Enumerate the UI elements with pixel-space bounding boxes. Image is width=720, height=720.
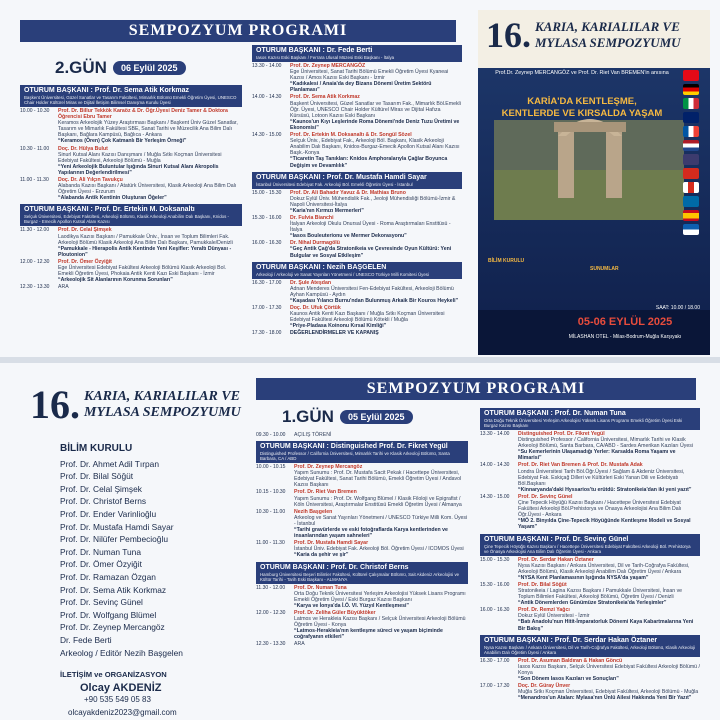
poster-board-label: BİLİM KURULU bbox=[488, 258, 525, 264]
poster-venue: MİLASHAN OTEL - Milas-Bodrum-Muğla Karşıyakı bbox=[568, 334, 682, 340]
item-time: 10.00 - 10.30 bbox=[20, 108, 50, 114]
item-time: 12.00 - 12.30 bbox=[256, 609, 286, 616]
item-affiliation: Ege Üniversitesi, Sanat Tarihi Bölümü Emekli Öğretim Üyesi Kyaneai Kazısı / Amos Kazısı Eski Başkanı - İzmir bbox=[290, 69, 449, 82]
program-item bbox=[252, 330, 462, 336]
item-speaker: Prof. Dr. Billur Tekkök Karaöz & Dr. Öğr.Üyesi Deniz Tamer & Doktora Öğrencisi Ebru Tamer bbox=[58, 108, 228, 121]
item-affiliation: İstanbul Üniv. Edebiyat Fak. Arkeoloji Böl. Öğretim Üyesi / ICOMOS Üyesi bbox=[294, 546, 464, 553]
committee-member: Prof. Dr. Nilüfer Pembecioğlu bbox=[60, 534, 168, 545]
program-item bbox=[256, 540, 468, 558]
item-title: “Son Dönem Iasos Kazıları ve Sonuçları” bbox=[518, 675, 619, 682]
program-item bbox=[256, 509, 468, 539]
poster-title-line1: KARIA, KARIALILAR VE bbox=[535, 19, 680, 34]
item-speaker: Prof. Dr. Ömer Özyiğit bbox=[58, 258, 112, 265]
committee-member: Prof. Dr. Bilal Söğüt bbox=[60, 471, 134, 482]
item-title: “Ticaretin Taş Tanıkları: Knidos Amphoralarıyla Çağlar Boyunca Değişim ve Devamlılık” bbox=[290, 156, 448, 169]
poster-speakers-label: SUNUMLAR bbox=[590, 266, 619, 272]
program-item bbox=[20, 108, 242, 145]
item-speaker: Dr. Fulvia Bianchi bbox=[290, 214, 334, 221]
item-title: “Arkeolojik Sit Alanlarının Korunma Sorunları” bbox=[58, 277, 173, 284]
item-speaker: Dr. Şule Ateşdan bbox=[290, 279, 332, 286]
item-title: “Karia da şehir ve şir” bbox=[294, 552, 349, 559]
poster-dates: 05-06 EYLÜL 2025 bbox=[577, 316, 673, 328]
item-speaker: Prof. Dr. Celal Şimşek bbox=[58, 227, 112, 234]
contact-email: olcayakdeniz2023@gmail.com bbox=[68, 707, 177, 717]
program-item bbox=[20, 259, 242, 283]
flag-icon bbox=[683, 210, 699, 221]
item-body bbox=[294, 464, 468, 488]
item-affiliation: Laodikya Kazısı Başkanı / Pamukkale Üniv., İnsan ve Toplum Bilimleri Fak. Arkeoloji Bölümü Klasik Arkeoloji Ana Bilim Dalı Başkanı, Pamukkale/Denizli bbox=[58, 233, 233, 246]
item-affiliation: Dokuz Eylül Üniversitesi - İzmir bbox=[518, 613, 590, 620]
session-chair: OTURUM BAŞKANI : Prof. Dr. Serdar Hakan Öztaner bbox=[484, 636, 658, 644]
program-item bbox=[252, 280, 462, 304]
item-time: 17.00 - 17.30 bbox=[480, 683, 510, 689]
session-header bbox=[480, 635, 700, 657]
committee bbox=[60, 443, 230, 719]
item-speaker: Dr. Nihal Durmagölü bbox=[290, 240, 340, 247]
poster-time: SAAT: 10.00 / 18.00 bbox=[655, 305, 700, 311]
poster-theme-line1: KARİA'DA KENTLEŞME, bbox=[527, 96, 637, 107]
bottom-panel bbox=[0, 363, 720, 720]
item-time: 10.30 - 11.00 bbox=[256, 508, 286, 515]
committee-member: Prof. Dr. Ender Varinlioğlu bbox=[60, 508, 157, 519]
item-time: 11.00 - 11.30 bbox=[20, 177, 49, 184]
item-time: 15.00 - 15.30 bbox=[480, 556, 510, 563]
item-title: “Antik Dönemlerden Günümüze Stratonikeia'da Yerleşimler” bbox=[518, 600, 667, 607]
item-time: 11.30 - 12.00 bbox=[256, 584, 286, 591]
item-affiliation: Nysa Kazısı Başkanı / Ankara Üniversitesi, Dil ve Tarih-Coğrafya Fakültesi, Arkeoloji Bölümü, Klasik Arkeoloji Anabilim Dalı Öğretim Üyesi / Ankara bbox=[518, 562, 690, 575]
program-item bbox=[256, 464, 468, 488]
item-title: “Alabanda Antik Kentinin Oluşturan Öğeler” bbox=[58, 195, 167, 202]
flag-icon bbox=[683, 168, 699, 179]
committee-members bbox=[60, 458, 230, 660]
item-affiliation: AÇILIŞ TÖRENİ bbox=[294, 432, 332, 438]
item-title: “Latmos-Herakleia'nın kentleşme süreci ve yaşam biçiminde coğrafyanın etkileri” bbox=[294, 628, 443, 641]
day-label: 1.GÜN bbox=[282, 407, 334, 426]
item-title: “Yeni Arkeolojik Buluntular Işığında Sinuri Kutsal Alanı Akropolis Yapılarının Değerlendirilmesi” bbox=[58, 163, 219, 176]
item-affiliation: Keramos Arkeolojik Yüzey Araştırması Başkanı / Başkent Üniv Güzel Sanatlar, Tasarım ve Mimarlık Fakültesi SBE, Sanat Tarihi ve Müzecilik Ana Bilim Dalı Başkanı, Bağlara Kampüsü, Bağlıca - Ankara bbox=[58, 120, 238, 139]
item-body bbox=[290, 190, 462, 214]
session-chair: OTURUM BAŞKANI : Nezih BAŞGELEN bbox=[256, 263, 387, 271]
program-banner: SEMPOZYUM PROGRAMI bbox=[20, 20, 456, 42]
session-header bbox=[480, 534, 700, 556]
session-chair-affiliation: Nysa Kazısı Başkanı / Ankara Üniversitesi, Dil ve Tarih-Coğrafya Fakültesi, Arkeoloji Bölümü, Klasik Arkeoloji Anabilim Dalı Öğretim Üyesi / Ankara bbox=[484, 644, 695, 655]
item-speaker: Doç. Dr. Ufuk Çörtük bbox=[290, 305, 341, 311]
poster-honor: Prof.Dr. Zeynep MERCANGÖZ ve Prof. Dr. Riet Van BREMEN'in anısına bbox=[495, 70, 669, 76]
program-item bbox=[256, 641, 468, 647]
logo-number: 16. bbox=[30, 382, 80, 427]
session-header bbox=[20, 204, 242, 226]
committee-member: Prof. Dr. Ömer Özyiğit bbox=[60, 559, 142, 570]
program-item bbox=[20, 284, 242, 290]
item-time: 10.15 - 10.30 bbox=[256, 489, 286, 496]
item-affiliation: Latmos ve Herakleia Kazısı Başkanı / Selçuk Üniversitesi Arkeoloji Bölümü Öğretim Üyesi - Konya bbox=[294, 615, 466, 629]
item-speaker: Doç. Dr. Hülya Bulut bbox=[58, 145, 108, 152]
item-speaker: Prof. Dr. Riet Van Bremen bbox=[294, 489, 357, 496]
item-time: 16.30 - 17.00 bbox=[480, 657, 510, 664]
flag-icon bbox=[683, 154, 699, 165]
item-body bbox=[290, 240, 462, 258]
item-affiliation: İtalyan Arkeoloji Okulu Onursal Üyesi - Roma Araştırmaları Enstitüsü - İtalya bbox=[290, 221, 451, 234]
item-time: 11.30 - 12.00 bbox=[20, 227, 50, 234]
contact-name: Olcay AKDENİZ bbox=[80, 681, 162, 694]
flag-icon bbox=[683, 112, 699, 123]
item-title: “Karia'nın Kırmızı Mermerleri” bbox=[290, 207, 364, 214]
item-title: “Batı Anadolu'nun Hitit-İmparatorluk Dönemi Kaya Kabartmalarına Yeni Bir Bakış” bbox=[518, 619, 694, 632]
item-body bbox=[294, 610, 468, 640]
item-affiliation: Muğla Sıtkı Koçman Üniversitesi, Edebiyat Fakültesi, Arkeoloji Bölümü - Muğla bbox=[518, 689, 699, 696]
item-time: 10.00 - 10.15 bbox=[256, 464, 286, 471]
item-title: DEĞERLENDİRMELER VE KAPANIŞ bbox=[290, 330, 379, 337]
item-affiliation: Selçuk Üniv., Edebiyat Fak., Arkeoloji Böl. Başkanı, Klasik Arkeoloji Anabilim Dalı Başkanı, Knidos-Burgaz-Emecik Apollon Kutsal Alanı Kazısı Başk.-Konya bbox=[290, 138, 460, 157]
item-time: 15.00 - 15.30 bbox=[252, 189, 282, 196]
committee-member: Prof. Dr. Zeynep Mercangöz bbox=[60, 622, 165, 633]
day2-morning-column bbox=[20, 82, 242, 291]
item-body bbox=[294, 432, 468, 438]
item-title: “Kinnaryanda'daki Hyssarios'tu erütdü: Stratonikeia'dan iki yeni yazıt” bbox=[518, 486, 692, 493]
item-title: “Su Kemerlerinin Ulaşamadığı Yerler: Karsalda Roma Yaşamı ve Mimarisi” bbox=[518, 449, 676, 462]
item-body bbox=[290, 330, 462, 336]
item-title: “Kaunos'un Kıyı Leşlerinde Roma Dönemi'nde Deniz Tuzu Üretimi ve Ekonomisi” bbox=[290, 118, 460, 131]
program-item bbox=[252, 240, 462, 258]
day2-afternoon-column bbox=[252, 42, 462, 337]
session-header bbox=[252, 45, 462, 62]
session-chair-affiliation: Hamburg Üniversitesi Beşeri Bilimler Fakültesi, Kültürel Çalışmalar Bölümü, Sait Akdeniz Arkeolojisi ve Kültür Tarihi - Tarih Eski Başkanı - ALMANYA bbox=[260, 571, 460, 582]
item-affiliation: Yapım Sunumu : Prof. Dr. Wolfgang Blümel / Klasik Filoloji ve Epigrafist / Köln Üniversitesi, Araştırmalar Enstitüsü Emekli Öğretim Üyesi / Almanya bbox=[294, 495, 462, 508]
program-item bbox=[252, 190, 462, 214]
program-item bbox=[480, 658, 700, 682]
item-affiliation: Stratonikeia / Lagina Kazısı Başkanı / Pamukkale Üniversitesi, İnsan ve Toplum Bilimleri Fakültesi, Arkeoloji Bölümü, Öğretim Üyesi / Denizli bbox=[518, 587, 683, 601]
item-time: 14.30 - 15.00 bbox=[252, 132, 282, 139]
committee-member: Prof. Dr. Sema Atik Korkmaz bbox=[60, 584, 167, 595]
day1-afternoon-column bbox=[480, 405, 700, 702]
item-body bbox=[58, 284, 242, 290]
item-title: “NYSA Kent Planlamasının Işığında NYSA'da yaşam” bbox=[518, 574, 649, 581]
item-speaker: Prof. Dr. Zeliha Güler Büyüktöker bbox=[294, 609, 376, 616]
committee-member: Prof. Dr. Ahmet Adil Tırpan bbox=[60, 458, 159, 469]
item-affiliation: Distinguished Professor / California Üniversitesi, Mimarlık Tarihi ve Klasik Arkeoloji Bölümü, Santa Barbara, CA/ABD - Sardes Amerikan Kazıları Üyesi bbox=[518, 437, 694, 450]
session-chair: OTURUM BAŞKANI : Prof. Dr. Sevinç Günel bbox=[484, 535, 629, 543]
flags bbox=[683, 70, 699, 235]
item-time: 16.00 - 16.30 bbox=[480, 607, 510, 614]
item-speaker: Prof. Dr. Bilal Söğüt bbox=[518, 581, 567, 588]
session-chair: OTURUM BAŞKANI : Prof. Dr. Sema Atik Korkmaz bbox=[24, 87, 190, 94]
item-affiliation: Arkeolog ve Sanat Yayınları Yönetmeni / UNESCO Türkiye Milli Kom. Üyesi - İstanbul bbox=[294, 514, 468, 527]
item-title: “MÖ 2. Binyılda Çine-Tepecik Höyüğünde Kentleşme Modeli ve Sosyal Yaşam” bbox=[518, 518, 691, 531]
item-affiliation: Iasos Kazısı Başkanı, Selçuk Üniversitesi Edebiyat Fakültesi Arkeoloji Bölümü / Konya bbox=[518, 663, 700, 676]
item-time: 12.00 - 12.30 bbox=[20, 258, 50, 265]
program-item bbox=[480, 607, 700, 631]
session-header bbox=[252, 172, 462, 189]
item-body bbox=[518, 582, 700, 606]
item-affiliation: Kaunos Antik Kenti Kazı Başkanı / Muğla Sıtkı Koçman Üniversitesi Edebiyat Fakültesi Arkeoloji Bölümü Kötekli / Muğla bbox=[290, 311, 445, 324]
item-time: 12.30 - 13.30 bbox=[20, 284, 50, 291]
item-speaker: Prof. Dr. Sema Atik Korkmaz bbox=[290, 94, 360, 101]
item-affiliation: Londra Üniversitesi Tarih Böl.Öğr.Üyesi / Sağlam & Akdeniz Üniversitesi, Edebiyat Fak. Eskiçağ Dilleri ve Kültürleri Eski Yanan Dili ve Edebiyatı Böl.Başkanı bbox=[518, 468, 685, 487]
item-time: 11.00 - 11.30 bbox=[256, 540, 285, 547]
item-body bbox=[294, 489, 468, 507]
program-item bbox=[256, 585, 468, 609]
item-title: “Kaşadası Yılancı Burnu'ndan Bulunmuş Arkaik Bir Kouros Heykeli” bbox=[290, 297, 459, 304]
session-chair-affiliation: Distinguished Professor / California Üniversitesi, Mimarlık Tarihi ve Klasik Arkeoloji Bölümü, Santa Barbara, CA / ABD bbox=[260, 451, 450, 462]
item-body bbox=[290, 94, 462, 131]
session-chair-affiliation: Çine Tepecik Höyüğü Kazısı Başkanı / Hacettepe Üniversitesi Edebiyat Fakültesi Arkeoloji Böl. Prehistorya ve Önasya Arkeolojisi Ana Bilim Dalı Öğretim Üyesi - Ankara bbox=[484, 543, 691, 554]
session-chair-affiliation: Orta Doğu Teknik Üniversitesi Yerleşim Arkeolojisi Yüksek Lisans Programı Emekli Öğretim Üyesi Eski Burgaz Kazısı Başkanı bbox=[484, 418, 683, 428]
program-item bbox=[256, 432, 468, 438]
logo-line2: MYLASA SEMPOZYUMU bbox=[84, 404, 241, 420]
session-header bbox=[256, 562, 468, 584]
program-item bbox=[20, 146, 242, 176]
item-speaker: Nezih Başgelen bbox=[294, 508, 333, 515]
item-time: 09.30 - 10.00 bbox=[256, 432, 286, 438]
day-label: 2.GÜN bbox=[55, 58, 107, 77]
program-item bbox=[252, 215, 462, 239]
item-affiliation: Çine Tepecik Höyüğü Kazısı Başkanı / Hacettepe Üniversitesi Edebiyat Fakültesi Arkeoloji Böl.Prehistorya ve Önasya Arkeolojisi Ana Bilim Dalı Öğr.Üyesi - Ankara bbox=[518, 500, 682, 519]
contact-title: İLETİŞİM ve ORGANİZASYON bbox=[60, 670, 167, 680]
item-body bbox=[294, 585, 468, 609]
item-body bbox=[290, 132, 462, 169]
item-body bbox=[294, 509, 468, 539]
flag-icon bbox=[683, 70, 699, 81]
program-item bbox=[480, 462, 700, 492]
item-title: “Karya ve İonya'da İ.Ö. VI. Yüzyıl Kentleşmesi” bbox=[294, 602, 410, 609]
item-body bbox=[518, 683, 700, 701]
item-title: “Priye-Pladasa Koinonu Kırsal Kimliği” bbox=[290, 323, 387, 330]
item-speaker: Prof. Dr. Mustafa Hamdi Sayar bbox=[294, 540, 369, 547]
day1-morning-column bbox=[256, 431, 468, 648]
flag-icon bbox=[683, 182, 699, 193]
session-chair-affiliation: Iasos Kazısı Eski Başkanı / Ferrara Ulusal Müzesi Eski Başkanı - İtalya bbox=[256, 55, 395, 60]
item-speaker: Prof. Dr. Zeynep MERCANGÖZ bbox=[290, 63, 366, 69]
poster-theme-line2: KENTLERDE VE KIRSALDA YAŞAM bbox=[501, 108, 663, 119]
flag-icon bbox=[683, 84, 699, 95]
session-chair: OTURUM BAŞKANI : Prof. Dr. Christof Berns bbox=[260, 563, 409, 571]
program-item bbox=[252, 305, 462, 329]
program-item bbox=[20, 177, 242, 201]
program-banner-2: SEMPOZYUM PROGRAMI bbox=[256, 378, 696, 400]
item-speaker: Prof. Dr. Zeynep Mercangöz bbox=[294, 464, 363, 471]
item-affiliation: Ege Üniversitesi Edebiyat Fakültesi Arkeoloji Bölümü Klasik Arkeoloji Bol. Emekli Öğretim Üyesi, Phokaia Antik Kenti Kazı Eski Başkanı - İzmir bbox=[58, 264, 227, 278]
poster bbox=[478, 10, 710, 355]
item-body bbox=[294, 540, 468, 558]
left-logo bbox=[30, 381, 241, 428]
item-time: 14.00 - 14.30 bbox=[480, 462, 510, 469]
item-time: 13.30 - 14.00 bbox=[252, 63, 282, 69]
flag-icon bbox=[683, 126, 699, 137]
session-chair: OTURUM BAŞKANI : Prof. Dr. Mustafa Hamdi Sayar bbox=[256, 173, 427, 181]
item-body bbox=[290, 215, 462, 239]
item-speaker: Doç. Dr. Güray Ünver bbox=[518, 683, 571, 689]
item-speaker: Prof. Dr. Sevinç Günel bbox=[518, 493, 573, 500]
item-speaker: Prof. Dr. Numan Tuna bbox=[294, 584, 347, 591]
session-chair-affiliation: Başkent Üniversitesi, Güzel Sanatlar ve Tasarım Fakültesi, Mimarlık Bölümü Emekli Öğretim Üyesi, UNESCO Chair Holder Kültürel Miras ve Dijital İletişim Bilimsel Danışma Kurulu Üyesi bbox=[24, 95, 237, 105]
item-title: “Menandros'un Atalan: Mylasa'nın Ünlü Ailesi Hakkında Yeni Bir Yazıt” bbox=[518, 695, 692, 702]
item-title: “Keramos (Ören) Çok Katmanlı Bir Yerleşim Örneği” bbox=[58, 138, 187, 145]
day-date: 06 Eylül 2025 bbox=[113, 61, 186, 75]
session-chair-affiliation: Arkeoloji / Arkeoloji ve Sanat Yayınları Yönetmeni / UNESCO Türkiye Milli Komitesi Üyesi bbox=[256, 271, 429, 277]
session-header bbox=[20, 85, 242, 107]
committee-member: Prof. Dr. Celal Şimşek bbox=[60, 483, 142, 494]
item-affiliation: Sinurl Kutsal Alanı Kazısı Danışmanı / Muğla Sıtkı Koçman Üniversitesi Edebiyat Fakültesi, Arkeoloji Bölümü - Muğla bbox=[58, 151, 222, 164]
item-title: “Geç Antik Çağ'da Stratonikeia ve Çevresinde Oyun Kültürü: Yeni Bulgular ve Sosyal Etkileşim” bbox=[290, 246, 452, 259]
item-body bbox=[294, 641, 468, 647]
program-item bbox=[480, 557, 700, 581]
item-speaker: Prof. Dr. Serdar Hakan Öztaner bbox=[518, 556, 594, 563]
top-panel bbox=[0, 0, 720, 357]
item-time: 12.30 - 13.30 bbox=[256, 641, 286, 648]
session-header bbox=[256, 441, 468, 463]
poster-theme bbox=[494, 96, 670, 120]
poster-logo bbox=[486, 14, 686, 56]
item-affiliation: Başkent Üniversitesi, Güzel Sanatlar ve Tasarım Fak., Mimarlık Böl.Emekli Öğr. Üyesi, UNESCO Chair Holder Kültürel Miras ve Dijital Hafıza Kürsüsü, Lotoon Kazısı Eski Başkanı bbox=[290, 100, 461, 119]
item-body bbox=[518, 658, 700, 682]
item-body bbox=[58, 259, 242, 283]
program-item bbox=[256, 489, 468, 507]
program-item bbox=[252, 63, 462, 93]
poster-number: 16. bbox=[486, 15, 531, 55]
item-affiliation: Adnan Menderes Üniversitesi Fen-Edebiyat Fakültesi, Arkeoloji Bölümü Ayhan Kampüsü - Aydın bbox=[290, 285, 454, 298]
session-chair-affiliation: Selçuk Üniversitesi, Edebiyat Fakültesi, Arkeoloji Bölümü, Klasik Arkeoloji Anabilim Dalı Başkanı, Knidos - Burgaz - Emecik Apollon Kutsal Alanı Kazısı bbox=[24, 214, 229, 225]
item-speaker: Prof. Dr. Remzi Yağcı bbox=[518, 607, 570, 614]
item-speaker: Distinguished Prof. Dr. Fikret Yegül bbox=[518, 431, 605, 437]
item-body bbox=[518, 557, 700, 581]
item-speaker: Prof. Dr. Ali Bahadır Yavuz & Dr. Mathias Bruno bbox=[290, 189, 406, 196]
program-item bbox=[480, 683, 700, 701]
committee-member: Arkeolog / Editör Nezih Başgelen bbox=[60, 647, 183, 658]
session-chair: OTURUM BAŞKANI : Prof. Dr. Numan Tuna bbox=[484, 410, 626, 417]
item-time: 16.30 - 17.00 bbox=[252, 279, 282, 286]
day2-header bbox=[55, 58, 186, 78]
committee-member: Prof. Dr. Wolfgang Blümel bbox=[60, 609, 157, 620]
item-body bbox=[58, 108, 242, 145]
program-item bbox=[480, 431, 700, 461]
session-chair: OTURUM BAŞKANI : Dr. Fede Berti bbox=[256, 47, 373, 54]
item-title: “Tarihi gravürlerde ve eski fotoğraflarda Karya kentlerinden ve insanlarından yaşam sahneleri” bbox=[294, 527, 448, 540]
item-title: “Iasos Bouleuterionu ve Mermer Dekorasyonu” bbox=[290, 233, 407, 240]
item-time: 17.00 - 17.30 bbox=[252, 305, 282, 311]
item-time: 15.30 - 16.00 bbox=[252, 214, 282, 221]
item-title: “Kadıkalesi / Anaia'da dey Bizans Dönemi Üretim Sektörü Planlaması” bbox=[290, 81, 432, 94]
session-chair-affiliation: İstanbul Üniversitesi Edebiyat Fak. Arkeoloji Böl. Emekli Öğretim Üyesi - İstanbul bbox=[256, 181, 413, 187]
poster-title-line2: MYLASA SEMPOZYUMU bbox=[535, 35, 681, 50]
session-header bbox=[252, 262, 462, 279]
item-time: 14.30 - 15.00 bbox=[480, 493, 510, 500]
flag-icon bbox=[683, 140, 699, 151]
committee-member: Prof. Dr. Sevinç Günel bbox=[60, 597, 143, 608]
program-item bbox=[252, 132, 462, 169]
item-time: 10.30 - 11.00 bbox=[20, 145, 50, 152]
item-time: 13.30 - 14.00 bbox=[480, 431, 510, 437]
item-time: 14.00 - 14.30 bbox=[252, 94, 282, 101]
item-time: 17.30 - 18.00 bbox=[252, 330, 282, 337]
item-body bbox=[58, 146, 242, 176]
committee-member: Prof. Dr. Christof Berns bbox=[60, 496, 147, 507]
item-affiliation: ARA bbox=[294, 641, 305, 648]
item-body bbox=[518, 431, 700, 461]
item-body bbox=[58, 227, 242, 257]
program-item bbox=[252, 94, 462, 131]
item-body bbox=[58, 177, 242, 201]
committee-title: BİLİM KURULU bbox=[60, 443, 133, 454]
committee-member: Prof. Dr. Numan Tuna bbox=[60, 546, 141, 557]
item-body bbox=[290, 305, 462, 329]
flag-icon bbox=[683, 98, 699, 109]
item-time: 16.00 - 16.30 bbox=[252, 240, 282, 247]
logo-line1: KARIA, KARIALILAR VE bbox=[84, 388, 241, 404]
item-affiliation: Orta Doğu Teknik Üniversitesi Yerleşim Arkeolojisi Yüksek Lisans Programı Emekli Öğretim Üyesi / Eski Burgaz Kazısı Başkanı bbox=[294, 590, 466, 603]
flag-icon bbox=[683, 224, 699, 235]
poster-title-block bbox=[486, 14, 686, 56]
session-chair: OTURUM BAŞKANI : Distinguished Prof. Dr. Fikret Yegül bbox=[260, 443, 448, 451]
program-item bbox=[480, 494, 700, 531]
item-time: 15.30 - 16.00 bbox=[480, 581, 510, 588]
day1-header bbox=[282, 407, 413, 427]
day-date: 05 Eylül 2025 bbox=[340, 410, 413, 424]
item-affiliation: Yapım Sunumu : Prof. Dr. Mustafa Sacit Pekak / Hacettepe Üniversitesi, Edebiyat Fakültesi, Sanat Tarihi Bölümü, Emekli Öğretim Üyesi / Andavol Kazısı Başkanı bbox=[294, 470, 462, 489]
item-speaker: Prof. Dr. Ertekin M. Doksanaltı & Dr. Songül Sözel bbox=[290, 132, 412, 139]
poster-art bbox=[478, 10, 710, 355]
session-chair: OTURUM BAŞKANI : Prof. Dr. Ertekin M. Doksanaltı bbox=[24, 206, 195, 214]
item-affiliation: Alabanda Kazısı Başkanı / Atatürk Üniversitesi, Klasik Arkeoloji Ana Bilim Dalı Öğretim Üyesi - Erzurum bbox=[58, 183, 237, 196]
item-body bbox=[518, 462, 700, 492]
session-header bbox=[480, 408, 700, 430]
committee-member: Prof. Dr. Ramazan Özgan bbox=[60, 571, 156, 582]
committee-member: Prof. Dr. Mustafa Hamdi Sayar bbox=[60, 521, 174, 532]
item-body bbox=[290, 63, 462, 93]
item-title: “Pamukkale - Hierapolis Antik Kentinde Yeni Keşifler: Yeraltı Dünyası - Ploutonion” bbox=[58, 245, 232, 258]
flag-icon bbox=[683, 196, 699, 207]
item-body bbox=[290, 280, 462, 304]
item-affiliation: Dokuz Eylül Üniv. Mühendislik Fak., Jeoloji Mühendisliği Bölümü-İzmir & Napoli Üniversitesi-İtalya bbox=[290, 195, 456, 208]
program-item bbox=[20, 227, 242, 257]
program-item bbox=[256, 610, 468, 640]
contact-phone: +90 535 549 05 83 bbox=[84, 695, 151, 705]
item-speaker: Prof. Dr. Asuman Baldıran & Hakan Göncü bbox=[518, 657, 623, 664]
item-body bbox=[518, 494, 700, 531]
item-affiliation: ARA bbox=[58, 284, 69, 291]
item-speaker: Prof. Dr. Riet Van Bremen & Prof. Dr. Mustafa Adak bbox=[518, 462, 643, 469]
item-speaker: Doç. Dr. Ali Yılçın Tavukçu bbox=[58, 177, 123, 184]
committee-member: Dr. Fede Berti bbox=[60, 634, 112, 645]
item-body bbox=[518, 607, 700, 631]
program-item bbox=[480, 582, 700, 606]
